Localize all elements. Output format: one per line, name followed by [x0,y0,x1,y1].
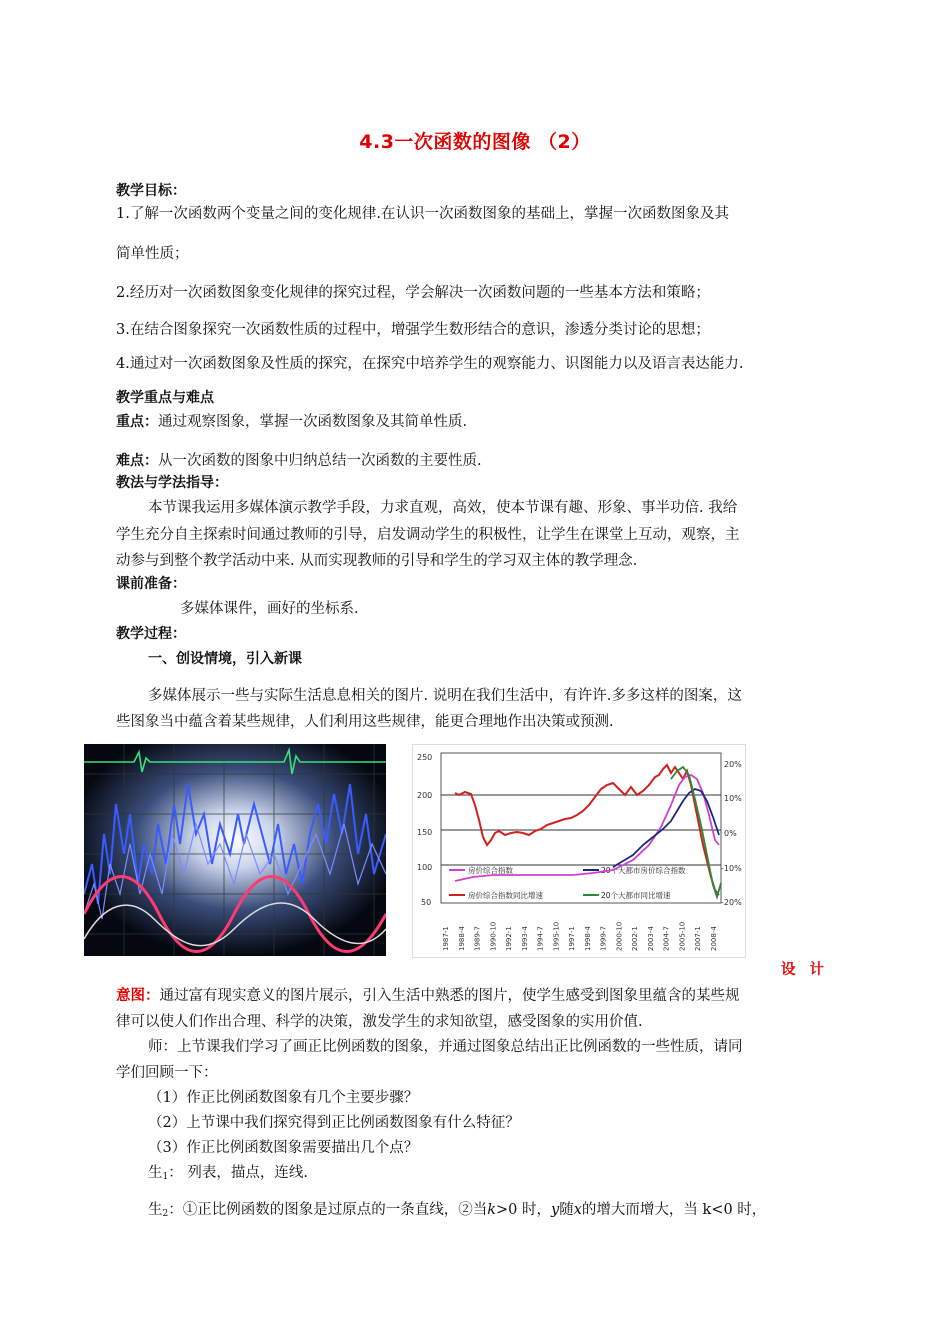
difficulty-point [116,449,482,470]
design-label: 设计 [781,962,838,978]
y-right-tick: 20% [724,760,742,769]
x-tick-label: 2002-1 [631,926,640,951]
teacher-line-1: 师：上节课我们学习了画正比例函数的图象，并通过图象总结出正比例函数的一些性质，请同 [148,1039,743,1055]
plot-frame [441,753,721,903]
house-price-chart-svg [413,745,745,957]
goal-3: 3.在结合图象探究一次函数性质的过程中，增强学生数形结合的意识，渗透分类讨论的思想； [116,322,710,338]
var-k: k [487,1202,497,1218]
legend-item: 20个大都市同比增速 [601,891,671,900]
x-tick-label: 1989-7 [473,926,482,951]
section-1-heading: 一、创设情境，引入新课 [148,651,302,667]
page-title: 4.3一次函数的图像 （2） [359,131,591,153]
x-tick-label: 1992-1 [505,926,514,951]
student-1-answer [148,1161,308,1182]
student-2-label: 生 [148,1202,163,1218]
var-y: y [551,1202,560,1218]
y-left-tick: 250 [417,753,433,762]
y-left-tick: 150 [417,828,433,837]
x-tick-label: 1998-4 [583,926,592,951]
waveform-image [84,744,386,956]
student-2-sub: 2 [162,1209,169,1219]
var-x: x [573,1202,582,1218]
x-tick-label: 1988-4 [457,926,466,951]
x-tick-label: 2007-1 [694,926,703,951]
goals-heading: 教学目标： [116,183,186,199]
house-price-chart [412,744,746,958]
question-1: （1）作正比例函数图象有几个主要步骤？ [148,1090,419,1106]
student-1-label: 生 [148,1165,163,1181]
key-text: 通过观察图象，掌握一次函数图象及其简单性质. [158,414,468,430]
y-left-tick: 100 [417,863,433,872]
method-heading: 教法与学法指导： [116,475,228,491]
legend-item: 房价综合指数 [468,866,513,875]
y-left-tick: 50 [421,898,432,907]
method-line-3: 动参与到整个教学活动中来. 从而实现教师的引导和学生的学习双主体的教学理念. [116,553,638,569]
intro-line-1: 多媒体展示一些与实际生活息息相关的图片. 说明在我们生活中，有许许.多多这样的图案，这 [148,688,742,704]
x-tick-label: 1993-4 [520,926,529,951]
intent-line-2: 律可以使人们作出合理、科学的决策，激发学生的求知欲望，感受图象的实用价值. [116,1014,643,1030]
question-2: （2）上节课中我们探究得到正比例函数图象有什么特征？ [148,1115,520,1131]
student-2-text-a: ：①正比例函数的图象是过原点的一条直线，②当 [168,1202,488,1218]
intro-line-2: 些图象当中蕴含着某些规律，人们利用这些规律，能更合理地作出决策或预测. [116,714,614,730]
diff-text: 从一次函数的图象中归纳总结一次函数的主要性质. [158,453,482,469]
intent-text-1: 通过富有现实意义的图片展示，引入生活中熟悉的图片，使学生感受到图象里蕴含的某些规 [159,988,740,1004]
x-tick-label: 2005-10 [678,921,687,951]
y-left-tick: 200 [417,791,433,800]
legend-item: 房价综合指数同比增速 [468,891,543,900]
student-1-text: ： 列表，描点，连线. [168,1165,308,1181]
method-line-1: 本节课我运用多媒体演示教学手段，力求直观，高效，使本节课有趣、形象、事半功倍. 我给 [148,500,738,516]
legend-item: 20个大都市房价综合指数 [601,866,686,875]
goal-1a: 1.了解一次函数两个变量之间的变化规律.在认识一次函数图象的基础上，掌握一次函数图象及其 [116,206,729,222]
x-tick-label: 1999-7 [599,926,608,951]
student-2-text-c: 随 [559,1202,574,1218]
x-tick-label: 1990-10 [489,921,498,951]
student-2-answer [148,1198,766,1219]
prep-heading: 课前准备： [116,576,186,592]
process-heading: 教学过程： [116,626,186,642]
goal-4: 4.通过对一次函数图象及性质的探究，在探究中培养学生的观察能力、识图能力以及语言表达能力. [116,356,744,372]
intent-line-1 [116,984,740,1005]
x-tick-label: 1994-7 [536,926,545,951]
student-2-text-d: 的增大而增大，当 k<0 时， [581,1202,767,1218]
key-label: 重点： [116,414,158,430]
x-tick-label: 2008-4 [710,926,718,951]
intent-label: 意图： [116,988,160,1004]
diff-label: 难点： [116,453,158,469]
y-right-tick: -20% [721,898,742,907]
question-3: （3）作正比例函数图象需要描出几个点？ [148,1140,419,1156]
method-line-2: 学生充分自主探索时间通过教师的引导，启发调动学生的积极性，让学生在课堂上互动，观察，主 [116,527,740,543]
y-right-tick: 10% [724,794,742,803]
y-right-tick: 0% [724,829,737,838]
prep-text: 多媒体课件，画好的坐标系. [180,601,359,617]
key-heading: 教学重点与难点 [116,390,214,406]
key-point [116,410,467,431]
teacher-line-2: 学们回顾一下： [116,1065,218,1081]
student-2-text-b: >0 时， [496,1202,552,1218]
goal-1b: 简单性质； [116,246,189,262]
x-tick-label: 1995-10 [552,921,561,951]
x-tick-label: 2003-4 [646,926,655,951]
x-tick-label: 2004-7 [662,926,671,951]
x-tick-label: 1997-1 [568,926,577,951]
goal-2: 2.经历对一次函数图象变化规律的探究过程，学会解决一次函数问题的一些基本方法和策略； [116,285,710,301]
student-1-sub: 1 [162,1172,169,1182]
x-tick-label: 1987-1 [442,926,450,951]
y-right-tick: -10% [721,864,742,873]
x-tick-label: 2000-10 [615,921,624,951]
